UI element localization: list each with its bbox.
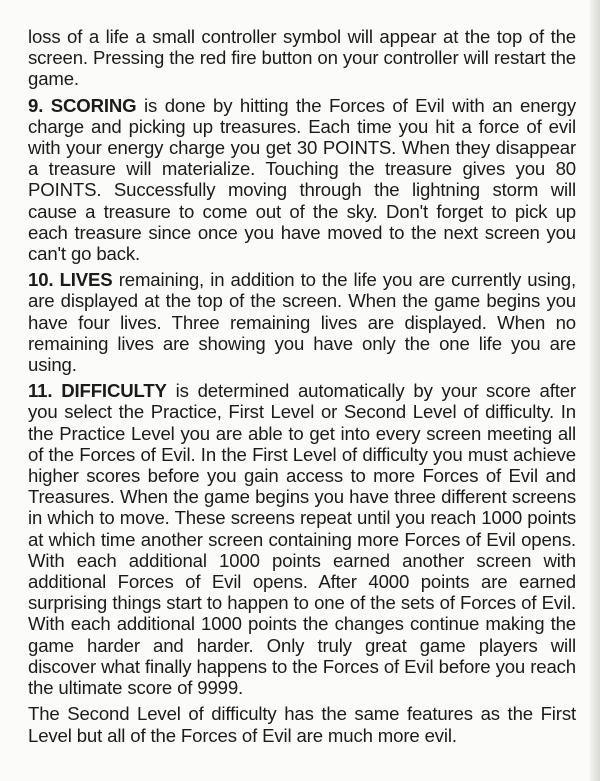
text-column	[28, 26, 576, 751]
section-lives	[28, 269, 576, 375]
intro-paragraph: loss of a life a small controller symbol will appear at the top of the screen. Pressing the red fire button on your controller will restart the game.	[28, 26, 576, 90]
closing-paragraph: The Second Level of difficulty has the same features as the First Level but all of the Forces of Evil are much more evil.	[28, 703, 576, 746]
page-edge-shadow	[590, 0, 600, 781]
section-heading: LIVES	[59, 269, 113, 291]
section-heading: DIFFICULTY	[61, 380, 167, 402]
section-scoring	[28, 95, 576, 265]
section-text: remaining, in addition to the life you are currently using, are displayed at the top of the screen. When the game begins you have four lives. Three remaining lives are displayed. When no remaining lives are showing you have only the one life you are using.	[28, 269, 576, 376]
section-number: 10.	[28, 269, 54, 291]
section-number: 11.	[28, 380, 53, 402]
section-heading: SCORING	[50, 94, 137, 116]
section-text: is done by hitting the Forces of Evil with an energy charge and picking up treasures. Each time you hit a force of evil with your energy charge you get 30 POINTS. When they disappear a treasure will materialize. Touching the treasure gives you 80 POINTS. Successfully moving through the lightning storm will cause a treasure to come out of the sky. Don't forget to pick up each treasure since once you have moved to the next screen you can't go back.	[28, 94, 576, 265]
section-difficulty	[28, 380, 576, 698]
section-text: is determined automatically by your score after you select the Practice, First Level or Second Level of difficulty. In the Practice Level you are able to get into every screen meeting all of the Forces of Evil. In the First Level of difficulty you must achieve higher scores before you gain access to more Forces of Evil and Treasures. When the game begins you have three different screens in which to move. These screens repeat until you reach 1000 points at which time another screen containing more Forces of Evil opens. With each additional 1000 points earned another screen with additional Forces of Evil opens. After 4000 points are earned surprising things start to happen to one of the sets of Forces of Evil. With each additional 1000 points the changes continue making the game harder and harder. Only truly great game players will discover what finally happens to the Forces of Evil before you reach the ultimate score of 9999.	[28, 380, 576, 699]
section-number: 9.	[28, 94, 44, 116]
